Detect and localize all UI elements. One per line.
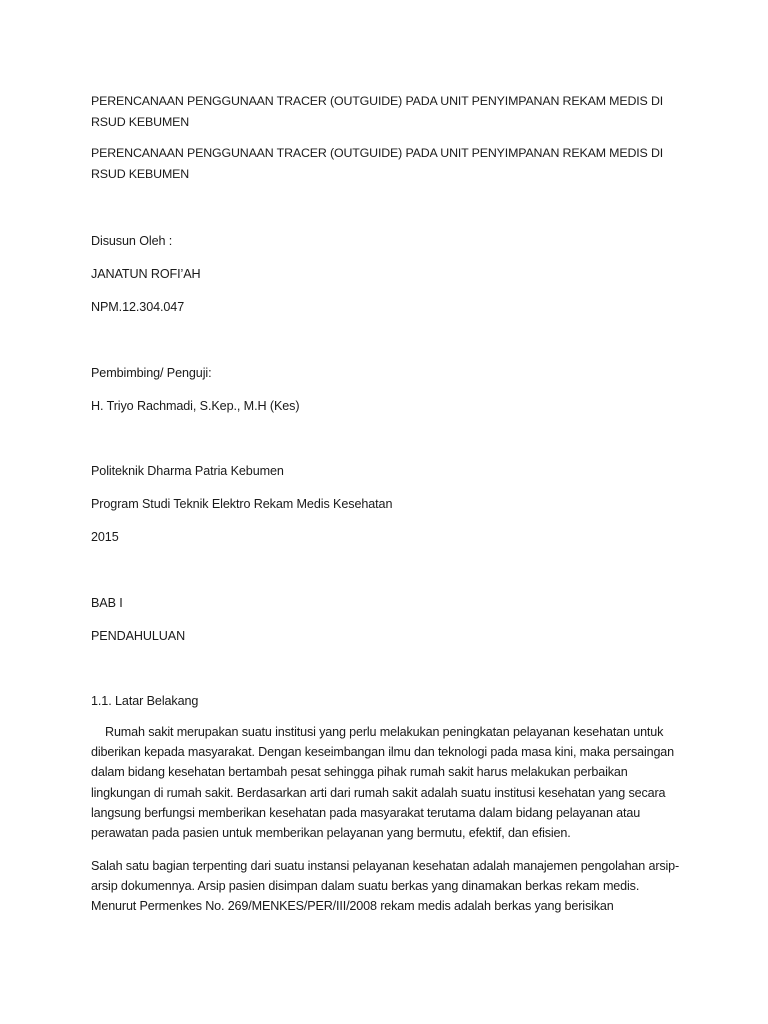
chapter-number: BAB I (91, 596, 123, 610)
author-name: JANATUN ROFI’AH (91, 267, 201, 281)
author-label: Disusun Oleh : (91, 234, 173, 248)
paragraph-background: Rumah sakit merupakan suatu institusi yang perlu melakukan peningkatan pelayanan kesehatan untuk diberikan kepada masyarakat. Dengan keseimbangan ilmu dan teknologi pada masa kini, maka persaingan dalam bidang kesehatan bertambah pesat sehingga pihak rumah sakit harus melakukan perbaikan lingkungan di rumah sakit. Berdasarkan arti dari rumah sakit adalah suatu institusi kesehatan yang secara langsung berfungsi memberikan kesehatan pada masyarakat terutama dalam bidang pelayanan atau perawatan pada pasien untuk memberikan pelayanan yang bermutu, efektif, dan efisien. (91, 725, 675, 841)
section-heading: 1.1. Latar Belakang (91, 694, 199, 708)
document-year: 2015 (91, 530, 119, 544)
author-npm: NPM.12.304.047 (91, 300, 185, 314)
chapter-title: PENDAHULUAN (91, 629, 186, 643)
institution-name: Politeknik Dharma Patria Kebumen (91, 464, 284, 478)
advisor-name: H. Triyo Rachmadi, S.Kep., M.H (Kes) (91, 399, 300, 413)
advisor-label: Pembimbing/ Penguji: (91, 366, 212, 380)
program-name: Program Studi Teknik Elektro Rekam Medis Kesehatan (91, 497, 393, 511)
document-title: PERENCANAAN PENGGUNAAN TRACER (OUTGUIDE) PADA UNIT PENYIMPANAN REKAM MEDIS DI RSUD KEBUMEN (91, 94, 664, 129)
document-title-repeat: PERENCANAAN PENGGUNAAN TRACER (OUTGUIDE) PADA UNIT PENYIMPANAN REKAM MEDIS DI RSUD KEBUMEN (91, 146, 664, 181)
paragraph-records: Salah satu bagian terpenting dari suatu instansi pelayanan kesehatan adalah manajemen pengolahan arsip-arsip dokumennya. Arsip pasien disimpan dalam suatu berkas yang dinamakan berkas rekam medis. Menurut Permenkes No. 269/MENKES/PER/III/2008 rekam medis adalah berkas yang berisikan (91, 859, 680, 914)
